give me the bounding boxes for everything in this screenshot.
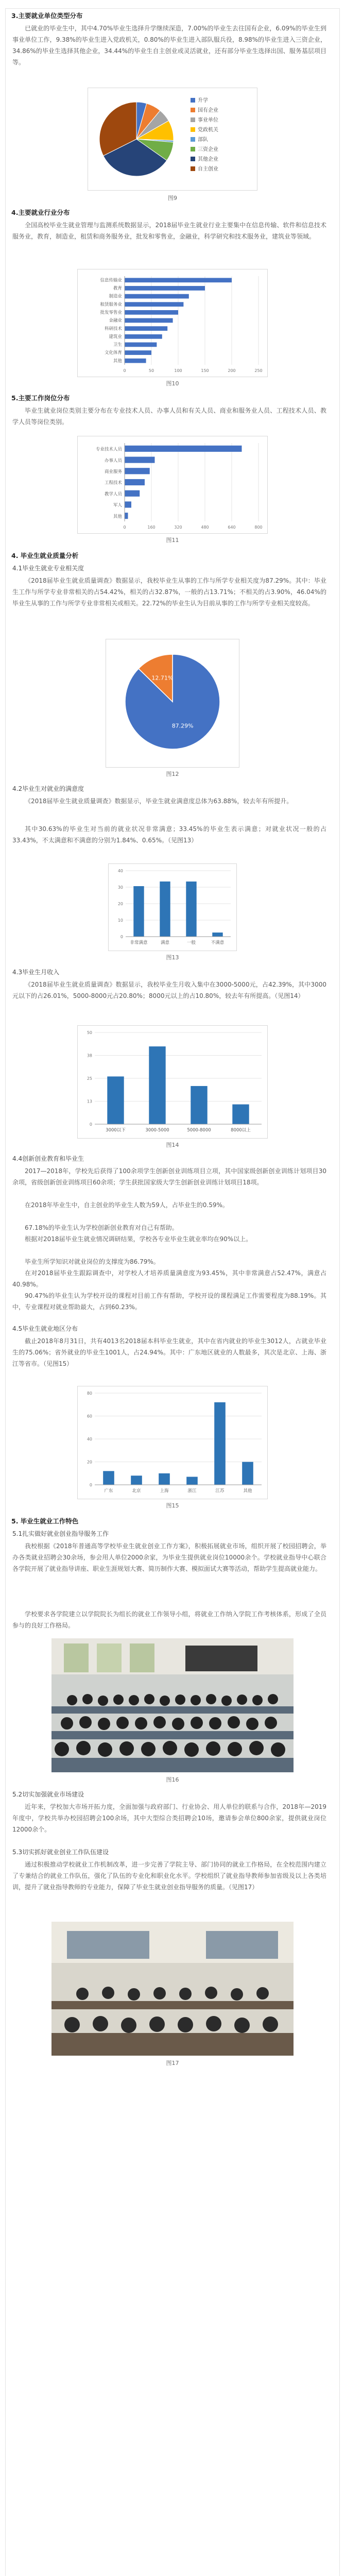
category-label-3: 不满意	[211, 940, 225, 945]
y-tick-4: 80	[87, 1391, 92, 1396]
section-heading-features: 5. 毕业生就业工作特色	[11, 1517, 79, 1525]
category-label-3: 8000以上	[231, 1128, 251, 1133]
bar-9	[125, 350, 151, 355]
category-label-0: 广东	[104, 1488, 113, 1494]
figure-caption-14: 图14	[166, 1142, 179, 1148]
figure-caption-10: 图10	[166, 380, 179, 387]
category-label-0: 专业技术人员	[95, 447, 122, 452]
category-label-0: 3000以下	[106, 1128, 126, 1133]
bar-0	[125, 446, 242, 452]
bar-7	[125, 334, 162, 339]
category-label-4: 批发零售业	[100, 310, 122, 316]
category-label-1: 北京	[132, 1488, 141, 1494]
legend-swatch-5	[191, 147, 195, 151]
bar-1	[149, 1046, 165, 1124]
bar-4	[125, 490, 140, 497]
category-label-5: 其他	[243, 1488, 252, 1494]
category-label-1: 满意	[160, 940, 170, 945]
y-tick-0: 0	[120, 935, 123, 939]
x-tick-3: 480	[201, 525, 209, 530]
category-label-8: 卫生	[113, 342, 122, 348]
bar-5	[242, 1462, 253, 1485]
paragraph-guidance-1: 我校根据《2018年普通高等学校毕业生就业创业工作方案》，积极拓展就业市场，组织开展了校园招聘会，举办各类就业招聘会30余场，参会用人单位2000余家，为毕业生提供就业岗位10000余个。学校就业指导中心联合各学院开展了就业指导讲座、职业生涯规划大赛、简历制作大赛、模拟面试大赛等活动，帮助学生提高就业能力。	[12, 1543, 326, 1572]
x-tick-4: 640	[228, 525, 236, 530]
bar-5	[125, 501, 131, 507]
category-label-1: 3000-5000	[145, 1128, 169, 1133]
chart-frame	[109, 864, 237, 951]
subsection-heading-innovation: 4.4创新创业教育和毕业生	[12, 1155, 84, 1162]
category-label-3: 租赁服务业	[100, 302, 122, 308]
category-label-3: 浙江	[187, 1488, 197, 1494]
bar-1	[125, 286, 205, 291]
paragraph-satisfaction: 《2018届毕业生就业质量调查》数据显示，毕业生就业满意度总体为63.88%，较去年有所提升。	[25, 798, 293, 805]
category-label-9: 文化体育	[104, 350, 122, 356]
category-label-0: 信息传输业	[100, 278, 122, 283]
bar-3	[232, 1105, 249, 1124]
category-label-1: 教育	[113, 286, 122, 292]
x-tick-3: 150	[201, 368, 209, 373]
legend-label-7: 自主创业	[198, 166, 218, 172]
industry-bar-chart	[77, 269, 268, 377]
category-label-5: 军人	[113, 503, 122, 509]
figure-caption-13: 图13	[166, 954, 179, 961]
legend-swatch-4	[191, 137, 195, 142]
category-label-6: 其他	[113, 514, 122, 519]
bar-8	[125, 343, 157, 347]
bar-4	[125, 310, 178, 315]
legend-swatch-1	[191, 108, 195, 112]
subsection-heading-satisfaction: 4.2毕业生对就业的满意度	[12, 785, 84, 792]
paragraph-innovation-2: 在2018年毕业生中，自主创业的毕业生人数为59人，占毕业生的0.59%。	[25, 1201, 229, 1209]
bar-1	[160, 882, 170, 937]
bar-2	[125, 468, 150, 474]
paragraph-guidance-2: 学校要求各学院建立以学院院长为组长的就业工作领导小组，将就业工作纳入学院工作考核体系，形成了全员参与的良好工作格局。	[12, 1611, 326, 1629]
paragraph-major-relevance: 《2018届毕业生就业质量调查》数据显示，我校毕业生从事的工作与所学专业相关度为87.29%。其中：毕业生工作与所学专业非常相关的占54.42%，相关的占32.87%，一般的占13.71%；不相关的占3.90%，46.04%的毕业生从事的工作与所学专业非常相关或相关。22.72%的毕业生认为目前从事的工作与所学专业相关度较高。	[12, 577, 326, 607]
legend-swatch-0	[191, 98, 195, 103]
major-relevance-pie-chart	[106, 639, 239, 768]
bar-0	[107, 1076, 124, 1124]
section-heading-positions: 5.主要工作岗位分布	[11, 394, 70, 402]
y-tick-0: 0	[89, 1122, 92, 1127]
category-label-2: 5000-8000	[187, 1128, 211, 1133]
subsection-heading-major-relevance: 4.1毕业生就业专业相关度	[12, 565, 84, 572]
category-label-4: 教学人员	[104, 492, 122, 497]
category-label-2: 商业服务	[104, 469, 122, 474]
legend-label-3: 党政机关	[198, 127, 218, 133]
paragraph-innovation-6: 在对2018届毕业生跟踪调查中，对学校人才培养质量满意度为93.45%，其中非常满意占52.47%，满意占40.98%。	[12, 1269, 326, 1288]
subsection-heading-income: 4.3毕业生月收入	[12, 969, 60, 976]
bar-6	[125, 513, 128, 519]
y-tick-2: 25	[87, 1076, 92, 1081]
y-tick-0: 0	[89, 1483, 92, 1487]
paragraph-innovation-7: 90.47%的毕业生认为学校开设的课程对目前工作有帮助，学校开设的课程满足工作需要程度为88.19%。其中，专业课程对就业帮助最大，占到60.23%。	[12, 1292, 326, 1311]
y-tick-1: 20	[87, 1460, 92, 1465]
figure-caption-17: 图17	[166, 2060, 179, 2066]
bar-0	[133, 886, 144, 937]
bar-3	[125, 302, 183, 307]
x-tick-5: 800	[254, 525, 263, 530]
bar-2	[159, 1473, 170, 1485]
x-tick-2: 320	[174, 525, 182, 530]
category-label-0: 非常满意	[130, 940, 148, 945]
pie-data-label-1: 12.71%	[151, 674, 174, 682]
legend-label-2: 事业单位	[198, 117, 218, 123]
category-label-3: 工程技术	[104, 480, 122, 486]
section-heading-industry: 4.主要就业行业分布	[11, 209, 70, 216]
y-tick-1: 13	[87, 1099, 92, 1104]
bar-2	[186, 882, 196, 937]
figure-caption-9: 图9	[168, 195, 177, 201]
x-tick-1: 50	[148, 368, 154, 373]
legend-label-6: 其他企业	[198, 157, 218, 162]
subsection-heading-guidance: 5.1扎实做好就业创业指导服务工作	[12, 1530, 109, 1537]
pie-data-label-0: 87.29%	[171, 722, 194, 730]
paragraph-market: 近年来，学校加大市场开拓力度，全面加强与政府部门、行业协会、用人单位的联系与合作，2018年—2019年度中，学校共举办校园招聘会100余场，其中大型综合类招聘会10场，邀请参会单位800余家，提供就业岗位12000余个。	[12, 1803, 326, 1833]
x-tick-4: 200	[228, 368, 236, 373]
income-bar-chart	[77, 1025, 268, 1139]
category-label-1: 办事人员	[104, 458, 122, 464]
y-tick-2: 40	[87, 1437, 92, 1442]
y-tick-4: 40	[117, 869, 123, 873]
legend-swatch-7	[191, 166, 195, 171]
paragraph-innovation-3: 67.18%的毕业生认为学校创新创业教育对自己有帮助。	[25, 1224, 178, 1231]
x-tick-5: 250	[254, 368, 263, 373]
subsection-heading-team: 5.3切实抓好就业创业工作队伍建设	[12, 1849, 109, 1856]
x-tick-1: 160	[147, 525, 156, 530]
legend-swatch-2	[191, 117, 195, 122]
subsection-heading-region: 4.5毕业生就业地区分布	[12, 1325, 78, 1332]
figure-caption-15: 图15	[166, 1502, 179, 1509]
figure-caption-11: 图11	[166, 537, 179, 544]
bar-10	[125, 359, 146, 363]
positions-bar-chart	[77, 436, 268, 534]
chart-frame	[78, 269, 268, 377]
category-label-4: 江苏	[215, 1488, 225, 1494]
category-label-6: 科研技术	[104, 326, 122, 332]
employer-type-pie-chart	[88, 88, 257, 191]
category-label-7: 建筑业	[109, 334, 122, 340]
x-tick-0: 0	[123, 525, 126, 530]
paragraph-positions: 毕业生就业岗位类别主要分布在专业技术人员、办事人员和有关人员、商业和服务业人员、工程技术人员、教学人员等岗位类别。	[12, 407, 326, 426]
paragraph-employer-type: 已就业的毕业生中，其中4.70%毕业生选择升学继续深造，7.00%的毕业生去往国有企业，6.09%的毕业生到事业单位工作，9.38%的毕业生进入党政机关，0.80%的毕业生进入部队服兵役，8.98%的毕业生进入三资企业，34.86%的毕业生选择其他企业，34.44%的毕业生自主创业或灵活就业，还有部分毕业生选择出国、服务基层项目等。	[12, 25, 326, 66]
bar-5	[125, 318, 173, 323]
y-tick-3: 60	[87, 1414, 92, 1419]
bar-6	[125, 326, 167, 331]
paragraph-income: 《2018届毕业生就业质量调查》数据显示，我校毕业生月收入集中在3000-5000元，占42.39%，其中3000元以下的占26.01%，5000-8000元占20.80%；8000元以上的占10.80%，较去年有所提高。（见图14）	[12, 981, 326, 999]
bar-2	[125, 294, 189, 299]
bar-4	[214, 1402, 226, 1485]
legend-label-1: 国有企业	[198, 108, 218, 113]
bar-1	[131, 1476, 142, 1485]
category-label-5: 金融业	[109, 318, 122, 324]
category-label-2: 一般	[186, 940, 196, 945]
bar-0	[125, 278, 232, 282]
figure-caption-16: 图16	[166, 1776, 179, 1783]
bar-2	[191, 1086, 207, 1124]
bar-1	[125, 456, 155, 463]
y-tick-1: 10	[117, 918, 123, 923]
region-bar-chart	[77, 1386, 268, 1499]
y-tick-4: 50	[87, 1030, 92, 1035]
legend-label-5: 三资企业	[198, 147, 218, 152]
paragraph-industry: 全国高校毕业生就业管理与监测系统数据显示，2018届毕业生就业行业主要集中在信息传输、软件和信息技术服务业，教育，制造业，租赁和商务服务业，批发和零售业，金融业，科学研究和技术服务业，建筑业等领域。	[12, 222, 326, 240]
category-label-10: 其他	[113, 358, 122, 364]
paragraph-region: 截止2018年8月31日，共有4013名2018届本科毕业生就业，其中在省内就业的毕业生3012人，占就业毕业生的75.06%；省外就业的毕业生1001人，占24.94%。其中：广东地区就业的人数最多，其次是北京、上海、浙江等省市。（见图15）	[12, 1337, 326, 1367]
x-tick-2: 100	[174, 368, 182, 373]
paragraph-team: 通过积极推动学校就业工作机制改革，进一步完善了学院主导、部门协同的就业工作格局，在全校范围内建立了专兼结合的就业工作队伍，强化了队伍的专业化和职业化水平。学校组织了就业指导教师参加省级及以上各类培训，提升了就业指导教师的专业能力，保障了毕业生就业创业指导服务的质量。（见图17）	[12, 1861, 326, 1891]
y-tick-2: 20	[117, 902, 123, 906]
lecture-hall-photo	[51, 1638, 294, 1772]
paragraph-innovation-5: 毕业生所学知识对就业岗位的支撑度为86.79%。	[25, 1258, 160, 1265]
y-tick-3: 30	[117, 885, 123, 890]
figure-caption-12: 图12	[166, 771, 179, 777]
section-heading-quality: 4. 毕业生就业质量分析	[11, 552, 79, 560]
paragraph-innovation-4: 根据对2018届毕业生就业情况调研结果，学校各专业毕业生就业率均在90%以上。	[25, 1235, 252, 1243]
legend-label-4: 部队	[198, 137, 208, 143]
bar-0	[103, 1471, 114, 1485]
category-label-2: 制造业	[109, 294, 122, 299]
paragraph-satisfaction-detail: 其中30.63%的毕业生对当前的就业状况非常满意；33.45%的毕业生表示满意；对就业状况一般的占33.43%，不太满意和不满意的分别为1.84%、0.65%。（见图13）	[12, 825, 326, 844]
subsection-heading-market: 5.2切实加强就业市场建设	[12, 1791, 84, 1798]
bar-3	[186, 1477, 198, 1485]
legend-swatch-6	[191, 157, 195, 161]
training-session-photo	[51, 1922, 294, 2056]
y-tick-3: 38	[87, 1053, 92, 1058]
satisfaction-bar-chart	[108, 863, 237, 951]
legend-swatch-3	[191, 127, 195, 132]
category-label-2: 上海	[160, 1488, 169, 1494]
paragraph-innovation-1: 2017—2018年，学校先后获得了100余项学生创新创业训练项目立项，其中国家级创新创业训练计划项目30余项，省级创新创业训练项目60余项；学生获批国家级大学生创新创业训练计划项目18项。	[12, 1167, 326, 1186]
legend-label-0: 升学	[198, 98, 208, 104]
bar-3	[212, 933, 222, 937]
bar-3	[125, 479, 145, 485]
section-heading-employer-type: 3.主要就业单位类型分布	[11, 12, 83, 20]
x-tick-0: 0	[123, 368, 126, 373]
